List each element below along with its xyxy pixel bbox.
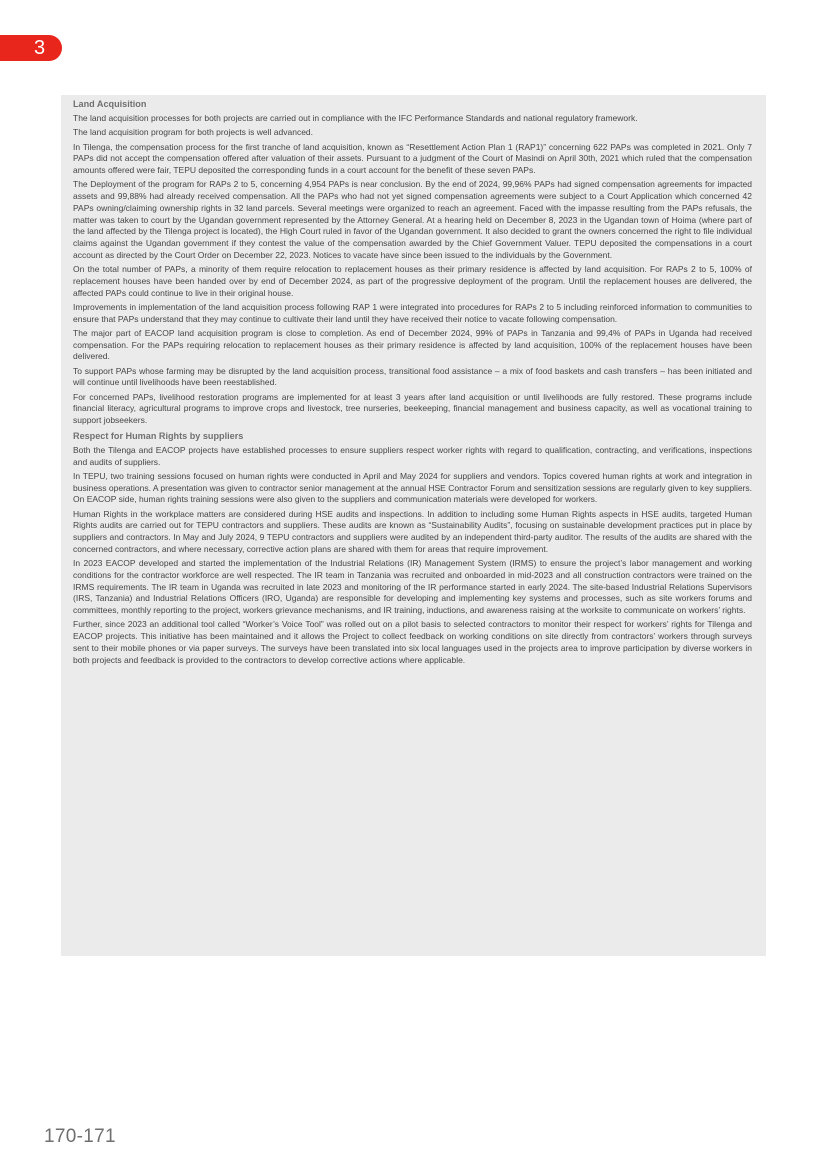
paragraph: Improvements in implementation of the land acquisition process following RAP 1 were integrated into procedures for RAPs 2 to 5 including reinforced information to communities to ensure that PAPs understand that they may continue to cultivate their land until they have received their notice to vacate following compensation.	[73, 301, 752, 324]
paragraph: The land acquisition processes for both projects are carried out in compliance with the IFC Performance Standards and national regulatory framework.	[73, 113, 638, 123]
paragraph: For concerned PAPs, livelihood restoration programs are implemented for at least 3 years after land acquisition or until livelihoods are fully restored. These programs include financial literacy, agricultural programs to improve crops and livestock, tree nurseries, beekeeping, financial management and business capacity, as well as vocational training to support jobseekers.	[73, 391, 752, 425]
paragraph: Human Rights in the workplace matters are considered during HSE audits and inspections. In addition to including some Human Rights aspects in HSE audits, targeted Human Rights audits are carried out for TEPU contractors and suppliers. These audits are known as “Sustainability Audits”, focusing on sustainable development practices put in place by suppliers and contractors. In May and July 2024, 9 TEPU contractors and suppliers were audited by an independent third-party auditor. The results of the audits are shared with the concerned contractors, and where necessary, corrective action plans are shared with them for areas that require improvement.	[73, 508, 752, 554]
paragraph: The major part of EACOP land acquisition program is close to completion. As end of December 2024, 99% of PAPs in Tanzania and 99,4% of PAPs in Uganda had received compensation. For the PAPs requiring relocation to replacement houses as their primary residence is affected by land acquisition, 100% of the replacement houses have been delivered.	[73, 327, 752, 362]
chapter-tab	[0, 35, 62, 61]
content-panel	[61, 95, 766, 956]
page-number: 170-171	[44, 1126, 116, 1147]
section-heading-land-acquisition: Land Acquisition	[73, 99, 147, 109]
paragraph: Further, since 2023 an additional tool called “Worker’s Voice Tool” was rolled out on a pilot basis to selected contractors to monitor their respect for workers’ rights for Tilenga and EACOP projects. This initiative has been maintained and it allows the Project to collect feedback on working conditions on site directly from contractors’ workers through surveys sent to their mobile phones or via paper surveys. The surveys have been translated into six local languages used in the projects area to improve participation by diverse workers in both projects and feedback is provided to the contractors to develop corrective actions where applicable.	[73, 619, 752, 665]
paragraph: To support PAPs whose farming may be disrupted by the land acquisition process, transitional food assistance – a mix of food baskets and cash transfers – has been initiated and will continue until livelihoods have been reestablished.	[73, 365, 752, 388]
paragraph: On the total number of PAPs, a minority of them require relocation to replacement houses as their primary residence is affected by land acquisition. For RAPs 2 to 5, 100% of replacement houses have been handed over by end of December 2024, as part of the progressive deployment of the program. Until the replacement houses are delivered, the affected PAPs could continue to live in their original house.	[73, 264, 752, 298]
section-heading-human-rights: Respect for Human Rights by suppliers	[73, 430, 244, 441]
paragraph: In TEPU, two training sessions focused on human rights were conducted in April and May 2024 for suppliers and vendors. Topics covered human rights at work and integration in business operations. A presentation was given to contractor senior management at the annual HSE Contractor Forum and sensitization sessions are regularly given to key suppliers. On EACOP side, human rights training sessions were also given to the suppliers and communication materials were developed for workers.	[73, 470, 752, 505]
paragraph: The Deployment of the program for RAPs 2 to 5, concerning 4,954 PAPs is near conclusion. By the end of 2024, 99,96% PAPs had signed compensation agreements for impacted assets and 99,88% had already received compensation. All the PAPs who had not yet signed compensation agreements were subject to a Court Application which concerned 42 PAPs owning/claiming ownership rights in 32 land parcels. Several meetings were organized to reach an agreement. Faced with the impasse resulting from the PAPs refusals, the matter was taken to court by the Ugandan government represented by the Attorney General. At a hearing held on December 8, 2023 in the Ugandan town of Hoima (where part of the land affected by the Tilenga project is located), the High Court ruled in favor of the Ugandan government. It also decided to grant the owners concerned the right to file individual claims against the Ugandan government if they contest the value of the compensation awarded by the Chief Government Valuer. TEPU deposited the compensations in a court account as directed by the Court Order on December 22, 2023. Notices to vacate have since been issued to the individuals by the Government.	[73, 179, 752, 260]
paragraph: The land acquisition program for both projects is well advanced.	[73, 127, 314, 138]
paragraph: In 2023 EACOP developed and started the implementation of the Industrial Relations (IR) Management System (IRMS) to ensure the project’s labor management and working conditions for the contractor workforce are well respected. The IR team in Tanzania was recruited and onboarded in mid-2023 and all construction contractors were trained on the IRMS requirements. The IR team in Uganda was recruited in late 2023 and monitoring of the IR performance started in early 2024. The site-based Industrial Relations Supervisors (IRS, Tanzania) and Industrial Relations Officers (IRO, Uganda) are responsible for developing and implementing key systems and processes, such as site workers forums and committees, monthly reporting to the project, workers grievance mechanisms, and IR training, inductions, and awareness raising at the worksite to communicate on workers’ rights.	[73, 558, 752, 615]
paragraph: Both the Tilenga and EACOP projects have established processes to ensure suppliers respect worker rights with regard to qualification, contracting, and verifications, inspections and audits of suppliers.	[73, 444, 752, 467]
paragraph: In Tilenga, the compensation process for the first tranche of land acquisition, known as “Resettlement Action Plan 1 (RAP1)” concerning 622 PAPs was completed in 2021. Only 7 PAPs did not accept the compensation offered after valuation of their assets. Pursuant to a judgment of the Court of Masindi on April 30th, 2021 which ruled that the compensation amounts offered were fair, TEPU deposited the corresponding funds in a court account for the benefit of these seven PAPs.	[73, 141, 752, 175]
chapter-number: 3	[34, 37, 46, 59]
